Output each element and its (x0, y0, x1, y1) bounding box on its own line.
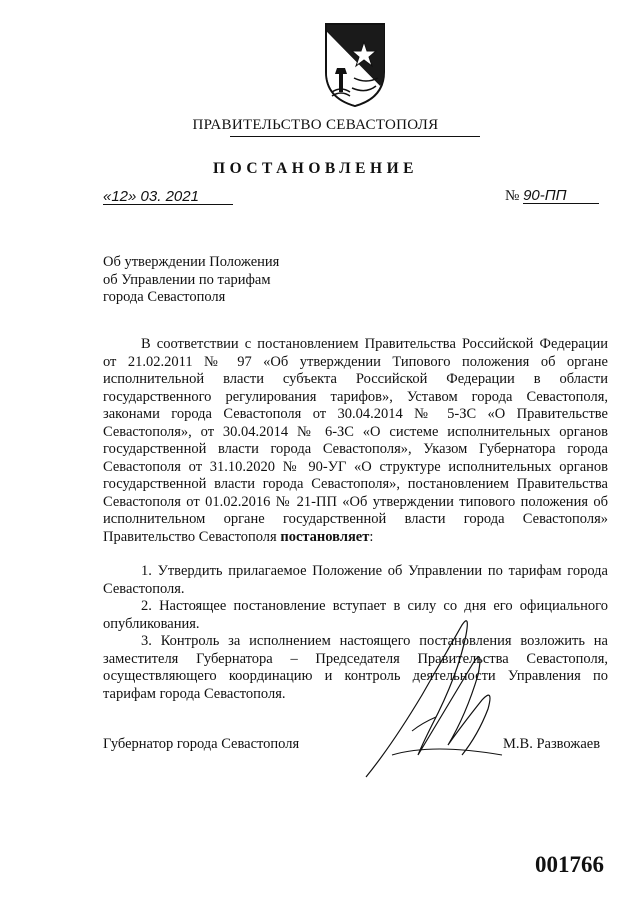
resolution-point: 2. Настоящее постановление вступает в силу со дня его официального опубликования. (103, 598, 608, 632)
number-label: № (505, 188, 520, 204)
date-month-year: 03. 2021 (140, 188, 199, 205)
signer-name: М.В. Развожаев (503, 736, 601, 752)
document-number (505, 188, 599, 205)
subject-line: города Севастополя (103, 289, 226, 305)
document-type-heading: ПОСТАНОВЛЕНИЕ (213, 160, 418, 177)
subject-line: Об утверждении Положения (103, 254, 280, 270)
preamble-end: : (369, 528, 374, 545)
date-day: 12 (111, 188, 129, 205)
coat-of-arms-emblem (322, 22, 388, 108)
document-subject (103, 254, 279, 307)
date-open-quote: « (103, 188, 112, 205)
resolution-point: 1. Утвердить прилагаемое Положение об Управлении по тарифам города Севастополя. (103, 563, 608, 597)
document-body (103, 336, 608, 703)
subject-line: об Управлении по тарифам (103, 271, 271, 288)
preamble-text: В соответствии с постановлением Правительства Российской Федерации от 21.02.2011 № 97 «Об утверждении Типового положения об органе исполнительной власти субъекта Российской Федерации в области государственного регулирования тарифов», Уставом города Севастополя, законами города Севастополя от 30.04.2014 № 5-ЗС «О Правительстве Севастополя», от 30.04.2014 № 6-ЗС «О системе исполнительных органов государственной власти города Севастополя», Указом Губернатора города Севастополя от 31.10.2020 № 90-УГ «О структуре исполнительных органов государственной власти города Севастополя», постановлением Правительства Севастополя от 01.02.2016 № 21-ПП «Об утверждении типового положения об исполнительном органе государственной власти города Севастополя» Правительство Севастополя (103, 336, 608, 545)
serial-number: 001766 (535, 852, 604, 877)
handwritten-signature (362, 605, 512, 790)
signer-position: Губернатор города Севастополя (103, 736, 300, 752)
date-close-quote: » (128, 188, 137, 205)
header-underline (230, 136, 480, 137)
preamble-bold-verb: постановляет (280, 528, 370, 545)
organization-title: ПРАВИТЕЛЬСТВО СЕВАСТОПОЛЯ (192, 117, 439, 133)
resolution-point: 3. Контроль за исполнением настоящего постановления возложить на заместителя Губернатора – Председателя Правительства Севастополя, осуществляющего координацию и контроль деятельности Управления по тарифам города Севастополя. (103, 633, 608, 702)
document-date (103, 188, 233, 205)
preamble-paragraph (103, 336, 608, 546)
number-value: 90-ПП (523, 188, 599, 204)
